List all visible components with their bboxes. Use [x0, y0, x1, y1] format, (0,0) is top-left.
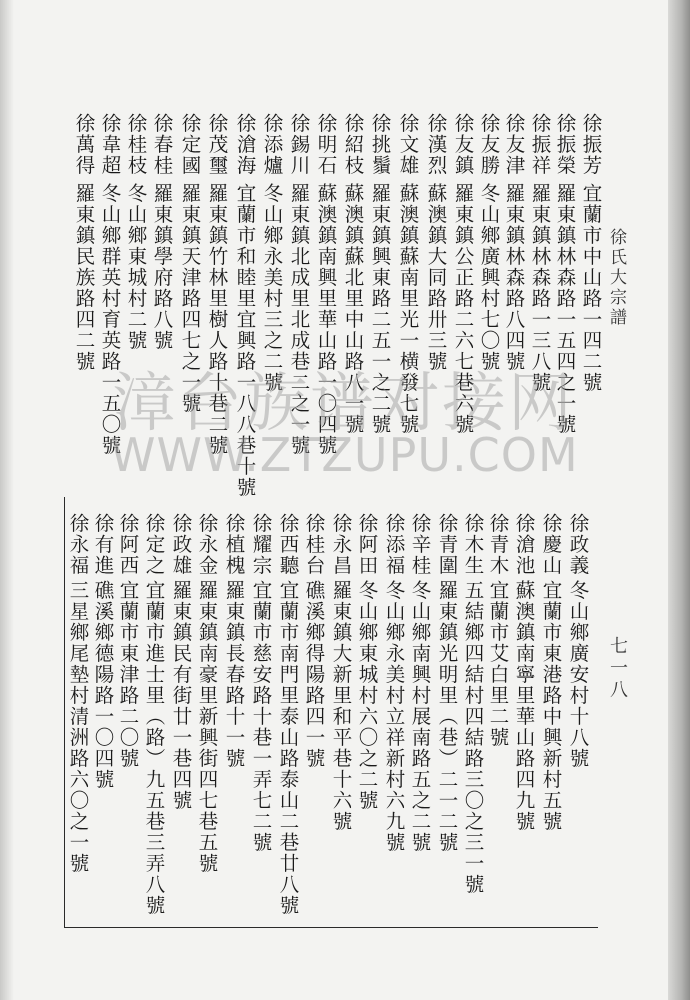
- upper-address-1: 宜蘭市中山路一四二號: [579, 183, 603, 393]
- lower-name-10: 徐永昌: [329, 513, 353, 576]
- lower-name-19: 徐有進: [91, 513, 115, 576]
- upper-address-5: 冬山鄉廣興村七〇號: [477, 183, 501, 372]
- upper-address-11: 蘇澳鎮南興里華山路一〇四號: [314, 183, 338, 456]
- lower-address-13: 宜蘭市慈安路十巷一弄七二號: [249, 580, 273, 853]
- lower-name-17: 徐定之: [142, 513, 166, 576]
- upper-address-6: 羅東鎮公正路二六七巷六號: [451, 183, 475, 435]
- upper-name-9: 徐挑鬚: [368, 113, 392, 176]
- lower-address-3: 蘇澳鎮南寧里華山路四九號: [512, 580, 536, 832]
- lower-address-1: 冬山鄉廣安村十八號: [566, 580, 590, 769]
- upper-name-4: 徐友津: [502, 113, 526, 176]
- lower-name-5: 徐木生: [461, 513, 485, 576]
- upper-name-2: 徐振榮: [553, 113, 577, 176]
- upper-name-14: 徐滄海: [233, 113, 257, 176]
- lower-address-9: 冬山鄉東城村六〇之二號: [355, 580, 379, 811]
- lower-name-16: 徐政雄: [169, 513, 193, 576]
- lower-address-19: 礁溪鄉德陽路一〇四號: [91, 580, 115, 790]
- upper-address-9: 羅東鎮興東路二五一之二號: [368, 183, 392, 435]
- lower-name-7: 徐辛桂: [408, 513, 432, 576]
- upper-name-20: 徐萬得: [72, 113, 96, 176]
- upper-address-20: 羅東鎮民族路四二號: [72, 183, 96, 372]
- lower-address-8: 冬山鄉永美村立祥新村六九號: [382, 580, 406, 853]
- upper-name-16: 徐定國: [178, 113, 202, 176]
- upper-address-14: 宜蘭市和睦里宜興路一八八巷十號: [233, 183, 257, 498]
- upper-name-5: 徐友勝: [477, 113, 501, 176]
- upper-name-1: 徐振芳: [579, 113, 603, 176]
- upper-name-18: 徐桂枝: [124, 113, 148, 176]
- lower-name-9: 徐阿田: [355, 513, 379, 576]
- lower-name-13: 徐耀宗: [249, 513, 273, 576]
- lower-address-15: 羅東鎮南豪里新興街四七巷五號: [195, 580, 219, 874]
- lower-address-7: 冬山鄉南興村展南路五之二號: [408, 580, 432, 853]
- lower-name-15: 徐永金: [195, 513, 219, 576]
- upper-address-7: 蘇澳鎮大同路卅三號: [424, 183, 448, 372]
- lower-address-11: 礁溪鄉得陽路四一號: [302, 580, 326, 769]
- upper-name-13: 徐添爐: [260, 113, 284, 176]
- upper-address-13: 冬山鄉永美村三之二號: [260, 183, 284, 393]
- lower-address-16: 羅東鎮民有街廿一巷四號: [169, 580, 193, 811]
- page-edge-shadow: [0, 0, 14, 1000]
- lower-address-2: 宜蘭市東港路中興新村五號: [539, 580, 563, 832]
- lower-address-4: 宜蘭市艾白里二號: [486, 580, 510, 748]
- upper-name-11: 徐明石: [314, 113, 338, 176]
- lower-name-8: 徐添福: [382, 513, 406, 576]
- lower-name-2: 徐慶山: [539, 513, 563, 576]
- upper-name-15: 徐茂璽: [205, 113, 229, 176]
- lower-address-5: 五結鄉四結村四結路三〇之三一號: [461, 580, 485, 895]
- upper-name-10: 徐紹枝: [341, 113, 365, 176]
- lower-name-20: 徐永福: [66, 513, 90, 576]
- upper-name-19: 徐韋超: [98, 113, 122, 176]
- lower-name-6: 徐青圍: [435, 513, 459, 576]
- upper-address-2: 羅東鎮林森路一五四之一號: [553, 183, 577, 435]
- upper-address-8: 蘇澳鎮蘇南里光一横發七號: [396, 183, 420, 435]
- lower-name-4: 徐青木: [486, 513, 510, 576]
- lower-name-1: 徐政義: [566, 513, 590, 576]
- lower-name-14: 徐植槐: [222, 513, 246, 576]
- book-binding-shadow: [668, 0, 690, 1000]
- lower-address-12: 宜蘭市南門里泰山路泰山二巷廿八號: [276, 580, 300, 916]
- upper-address-18: 冬山鄉東城村二號: [124, 183, 148, 351]
- lower-name-12: 徐西聽: [276, 513, 300, 576]
- lower-name-11: 徐桂台: [302, 513, 326, 576]
- frame-left-line: [64, 497, 66, 927]
- page-header: 徐氏大宗譜: [606, 228, 626, 328]
- lower-address-18: 宜蘭市東津路二〇號: [116, 580, 140, 769]
- lower-name-3: 徐滄池: [512, 513, 536, 576]
- frame-bottom-line: [64, 927, 598, 929]
- watermark-url: WWW.ZTZUPU.COM: [110, 428, 579, 482]
- upper-name-12: 徐錫川: [287, 113, 311, 176]
- upper-name-6: 徐友鎮: [451, 113, 475, 176]
- upper-address-17: 羅東鎮學府路八號: [150, 183, 174, 351]
- page-number: 七一八: [607, 636, 628, 702]
- upper-name-17: 徐春桂: [150, 113, 174, 176]
- upper-name-3: 徐振祥: [528, 113, 552, 176]
- lower-address-10: 羅東鎮大新里和平巷十六號: [329, 580, 353, 832]
- upper-address-19: 冬山鄉群英村育英路一五〇號: [98, 183, 122, 456]
- upper-address-16: 羅東鎮天津路四七之一號: [178, 183, 202, 414]
- upper-name-8: 徐文雄: [396, 113, 420, 176]
- upper-address-15: 羅東鎮竹林里樹人路十巷二號: [205, 183, 229, 456]
- upper-address-10: 蘇澳鎮蘇北里中山路八一號: [341, 183, 365, 435]
- upper-address-3: 羅東鎮林森路一三八號: [528, 183, 552, 393]
- upper-address-12: 羅東鎮北成里北成巷二之一號: [287, 183, 311, 456]
- lower-name-18: 徐阿西: [116, 513, 140, 576]
- lower-address-6: 羅東鎮光明里（巷）二一二號: [435, 580, 459, 853]
- upper-name-7: 徐漢烈: [424, 113, 448, 176]
- lower-address-17: 宜蘭市進士里（路）九五巷三弄八號: [142, 580, 166, 916]
- upper-address-4: 羅東鎮林森路八四號: [502, 183, 526, 372]
- lower-address-14: 羅東鎮長春路十一號: [222, 580, 246, 769]
- watermark-title: 漳台族谱对接网: [112, 367, 574, 441]
- lower-address-20: 三星鄉尾墊村清洲路六〇之一號: [66, 580, 90, 874]
